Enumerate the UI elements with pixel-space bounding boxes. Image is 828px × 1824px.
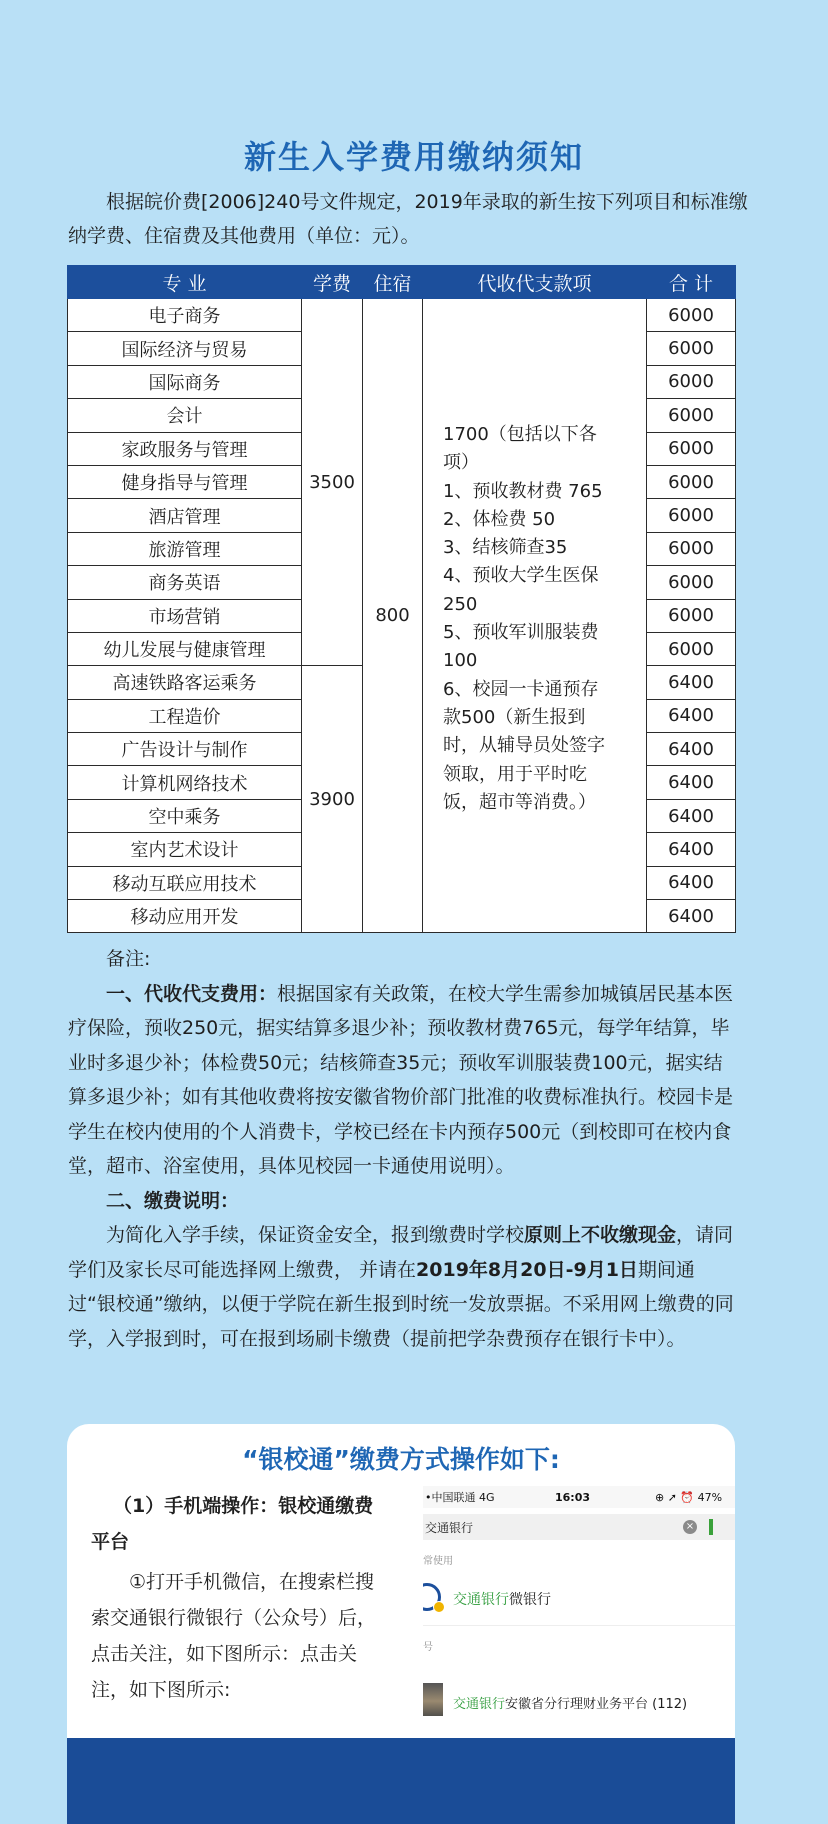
major-cell: 国际经济与贸易 [68, 332, 302, 365]
header-major: 专 业 [68, 266, 302, 299]
collection-items [443, 299, 638, 817]
table-row [68, 299, 736, 332]
total-cell: 6400 [647, 733, 736, 766]
note-2-text-b: ，请同学们及家长尽可能选择网上缴费， 并请在 [68, 1224, 734, 1281]
dorm-cell: 800 [363, 299, 423, 933]
collection-line: 项） [443, 452, 479, 474]
notes-section [68, 942, 736, 1356]
collection-line: 6、校园一卡通预存 [443, 678, 599, 700]
collection-line: 1700（包括以下各 [443, 424, 597, 445]
total-cell: 6400 [647, 833, 736, 866]
total-cell: 6400 [647, 866, 736, 899]
search-input[interactable] [423, 1514, 735, 1540]
carrier-label: •中国联通 4G [425, 1491, 495, 1504]
card-title: “银校通”缴费方式操作如下: [242, 1445, 560, 1474]
note-2-heading: 二、缴费说明： [106, 1189, 240, 1212]
total-cell: 6400 [647, 799, 736, 832]
major-cell: 移动互联应用技术 [68, 866, 302, 899]
wechat-search-screenshot [423, 1486, 735, 1716]
total-cell: 6000 [647, 399, 736, 432]
result-rest: 安徽省分行理财业务平台 (112) [505, 1697, 688, 1712]
major-cell: 酒店管理 [68, 499, 302, 532]
collection-line: 4、预收大学生医保 [443, 565, 599, 587]
total-cell: 6400 [647, 666, 736, 699]
result-item[interactable] [423, 1575, 735, 1626]
header-collection: 代收代支款项 [423, 266, 647, 299]
step-1-title: （1）手机端操作：银校通缴费平台 [91, 1495, 374, 1553]
major-cell: 健身指导与管理 [68, 465, 302, 498]
collection-line: 领取，用于平时吃 [443, 763, 587, 785]
collection-line: 款500（新生报到 [443, 706, 586, 728]
collection-cell [423, 299, 647, 933]
collection-line: 2、体检费 50 [443, 508, 556, 530]
total-cell: 6000 [647, 566, 736, 599]
card-footer-band [67, 1738, 735, 1824]
note-2-bold-cash: 原则上不收缴现金 [524, 1224, 677, 1246]
account-thumbnail [423, 1683, 443, 1716]
major-cell: 商务英语 [68, 566, 302, 599]
major-cell: 广告设计与制作 [68, 733, 302, 766]
note-2-text-a: 为简化入学手续，保证资金安全，报到缴费时学校 [106, 1224, 525, 1246]
total-cell: 6000 [647, 499, 736, 532]
note-1-heading: 一、代收代支费用： [106, 982, 278, 1005]
header-total: 合 计 [647, 266, 736, 299]
result-item[interactable] [423, 1679, 735, 1716]
major-cell: 移动应用开发 [68, 900, 302, 933]
header-tuition: 学费 [302, 266, 363, 299]
result-highlight: 交通银行 [453, 1592, 509, 1608]
total-cell: 6000 [647, 532, 736, 565]
major-cell: 高速铁路客运乘务 [68, 666, 302, 699]
note-1-text: 根据国家有关政策，在校大学生需参加城镇居民基本医疗保险，预收250元，据实结算多退少补；预收教材费765元，每学年结算，毕业时多退少补；体检费50元；结核筛查35元；预收军训服装费100元，据实结算多退少补；如有其他收费将按安徽省物价部门批准的收费标准执行。校园卡是学生在校内使用的个人消费卡，学校已经在卡内预存500元（到校即可在校内食堂，超市、浴室使用，具体见校园一卡通使用说明）。 [68, 982, 734, 1177]
major-cell: 家政服务与管理 [68, 432, 302, 465]
note-item-2 [68, 1218, 736, 1356]
major-cell: 幼儿发展与健康管理 [68, 632, 302, 665]
clock: 16:03 [555, 1490, 591, 1504]
collection-line: 250 [443, 593, 478, 615]
page-title: 新生入学费用缴纳须知 [243, 138, 584, 176]
collection-line: 饭，超市等消费。） [443, 791, 596, 813]
result-highlight: 交通银行 [453, 1697, 506, 1712]
major-cell: 工程造价 [68, 699, 302, 732]
result-rest: 微银行 [509, 1592, 551, 1608]
note-2-text-c: 期间通过“银校通”缴纳，以便于学院在新生报到时统一发放票据。不采用网上缴费的同学，入学报到时，可在报到场刷卡缴费（提前把学杂费预存在银行卡中）。 [68, 1258, 734, 1350]
header-dorm: 住宿 [363, 266, 423, 299]
collection-line: 时，从辅导员处签字 [443, 735, 605, 757]
result-name [453, 1693, 687, 1712]
total-cell: 6000 [647, 332, 736, 365]
tuition-cell: 3500 [302, 299, 363, 666]
note-item-1 [68, 977, 736, 1184]
collection-line: 3、结核筛查35 [443, 537, 568, 559]
collection-line: 5、预收军训服装费 [443, 622, 599, 644]
major-cell: 市场营销 [68, 599, 302, 632]
major-cell: 国际商务 [68, 365, 302, 398]
fee-table [67, 265, 736, 933]
total-cell: 6000 [647, 599, 736, 632]
section-accounts: 号 [423, 1642, 433, 1653]
total-cell: 6000 [647, 465, 736, 498]
total-cell: 6400 [647, 900, 736, 933]
tuition-cell: 3900 [302, 666, 363, 933]
major-cell: 旅游管理 [68, 532, 302, 565]
total-cell: 6000 [647, 365, 736, 398]
verified-badge-icon [433, 1601, 445, 1613]
step-1-text: ①打开手机微信，在搜索栏搜索交通银行微银行（公众号）后，点击关注，如下图所示：点击关注，如下图所示: [91, 1571, 377, 1701]
collection-line: 1、预收教材费 765 [443, 480, 603, 502]
major-cell: 计算机网络技术 [68, 766, 302, 799]
note-2-bold-dates: 2019年8月20日-9月1日 [416, 1258, 638, 1281]
collection-line: 100 [443, 650, 478, 672]
search-query: 交通银行 [425, 1520, 474, 1535]
text-cursor [709, 1519, 713, 1535]
payment-guide-card [67, 1424, 735, 1824]
major-cell: 室内艺术设计 [68, 833, 302, 866]
clear-icon[interactable]: × [683, 1520, 697, 1534]
major-cell: 空中乘务 [68, 799, 302, 832]
total-cell: 6000 [647, 632, 736, 665]
total-cell: 6400 [647, 766, 736, 799]
status-icons: ⊕ ➚ ⏰ 47% [655, 1490, 723, 1504]
table-header-row [68, 266, 736, 299]
total-cell: 6400 [647, 699, 736, 732]
major-cell: 会计 [68, 399, 302, 432]
intro-paragraph: 根据皖价费[2006]240号文件规定，2019年录取的新生按下列项目和标准缴纳学费、住宿费及其他费用（单位：元）。 [68, 191, 748, 247]
major-cell: 电子商务 [68, 299, 302, 332]
notes-label: 备注: [106, 948, 151, 970]
total-cell: 6000 [647, 432, 736, 465]
section-frequent: 常使用 [423, 1556, 453, 1567]
total-cell: 6000 [647, 299, 736, 332]
result-name [453, 1589, 551, 1609]
phone-status-bar [423, 1486, 735, 1508]
